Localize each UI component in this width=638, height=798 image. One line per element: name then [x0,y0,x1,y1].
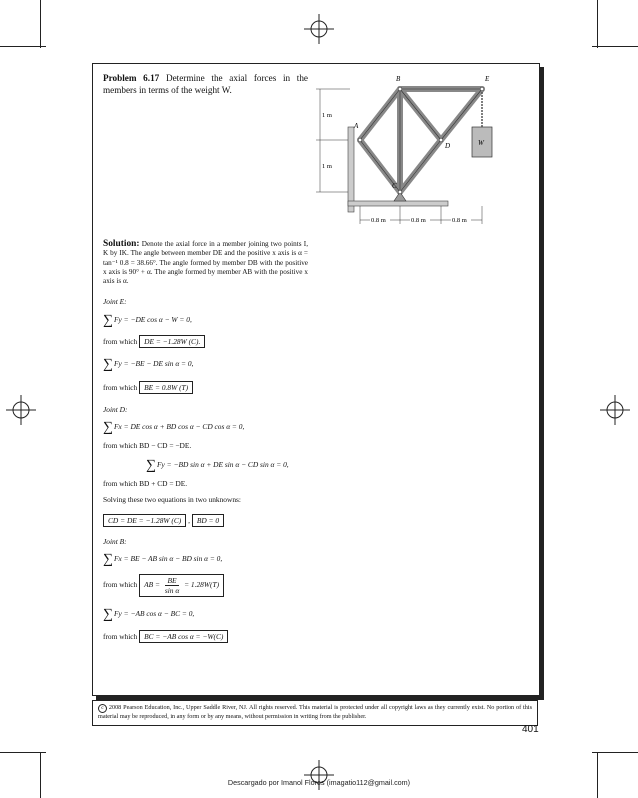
solution-paragraph [103,240,308,286]
copyright-footer [92,700,538,726]
registration-mark-right [600,395,630,425]
problem-text: Determine the axial forces in the members in terms of the weight W. [103,73,309,95]
copyright-symbol: c [98,704,107,713]
registration-mark-top [304,14,334,44]
answer-line-ab: from which AB = $\frac{BE}{\text{sin α}}$ = 1.28W(T) [103,574,224,597]
answer-bd: BD = 0 [192,514,224,527]
answer-line-3: CD = DE = −1.28W (C) , BD = 0 [103,514,224,527]
dim-horizontal-2: 0.8 m [411,217,426,224]
text-line-4: from which BD − CD = −DE. [103,441,192,450]
registration-mark-left [6,395,36,425]
equation-8: ∑Fx = BE − AB sin α − BD sin α = 0, [103,552,223,567]
label-e: E [485,75,490,83]
answer-ab: AB = $\frac{BE}{\text{sin α}}$ = 1.28W(T) [139,574,224,597]
solution-heading: Solution: [103,239,140,249]
answer-line-5: from which BC = −AB cos α = −W(C) [103,630,228,643]
dim-vertical-2: 1 m [322,163,332,170]
page-number: 401 [522,724,539,735]
answer-be: BE = 0.8W (T) [139,381,193,394]
answer-bc: BC = −AB cos α = −W(C) [139,630,228,643]
crop-mark [0,46,46,47]
problem-statement [103,72,308,96]
equation-9: ∑Fy = −AB cos α − BC = 0, [103,607,195,622]
joint-b-heading: Joint B: [103,537,127,546]
answer-line-1: from which DE = −1.28W (C). [103,335,205,348]
equation-5: ∑Fy = −BD sin α + DE sin α − CD sin α = 0, [146,458,289,473]
label-w: W [478,139,484,147]
text-line-7: Solving these two equations in two unknowns: [103,495,241,504]
ground [348,201,448,206]
crop-mark [592,46,638,47]
truss-figure [310,72,530,232]
crop-mark [40,0,41,48]
answer-cd: CD = DE = −1.28W (C) [103,514,186,527]
label-d: D [445,142,451,150]
dim-vertical-1: 1 m [322,112,332,119]
copyright-text: 2008 Pearson Education, Inc., Upper Saddle River, NJ. All rights reserved. This material is protected under all copyright laws as they currently exist. No portion of this material may be reproduced, in any form or by any means, without permission in writing from the publisher. [98,704,532,720]
text-line-6: from which BD + CD = DE. [103,479,188,488]
crop-mark [40,752,41,798]
joint-d-heading: Joint D: [103,405,128,414]
solution-text: Denote the axial force in a member joining two points I, K by IK. The angle between member DE and the positive x axis is α = tan⁻¹ 0.8 = 38.66°. The angle formed by member DB with the positive x axis is 90° + α. The angle formed by member AB with the positive x axis is α. [103,240,308,286]
crop-mark [592,752,638,753]
crop-mark [597,0,598,48]
download-note: Descargado por Imanol Flores (imagatio112@gmail.com) [227,778,411,787]
equation-3: ∑Fx = DE cos α + BD cos α − CD cos α = 0, [103,420,245,435]
equation-1: ∑Fy = −DE cos α − W = 0, [103,313,192,328]
joint-e-heading: Joint E: [103,297,127,306]
problem-label: Problem 6.17 [103,73,160,83]
label-c: C [392,182,397,190]
equation-2: ∑Fy = −BE − DE sin α = 0, [103,357,194,372]
crop-mark [597,752,598,798]
label-b: B [396,75,401,83]
answer-de: DE = −1.28W (C). [139,335,205,348]
dim-horizontal-3: 0.8 m [452,217,467,224]
crop-mark [0,752,46,753]
label-a: A [354,122,359,130]
dim-horizontal-1: 0.8 m [371,217,386,224]
answer-line-2: from which BE = 0.8W (T) [103,381,193,394]
wall [348,127,354,212]
